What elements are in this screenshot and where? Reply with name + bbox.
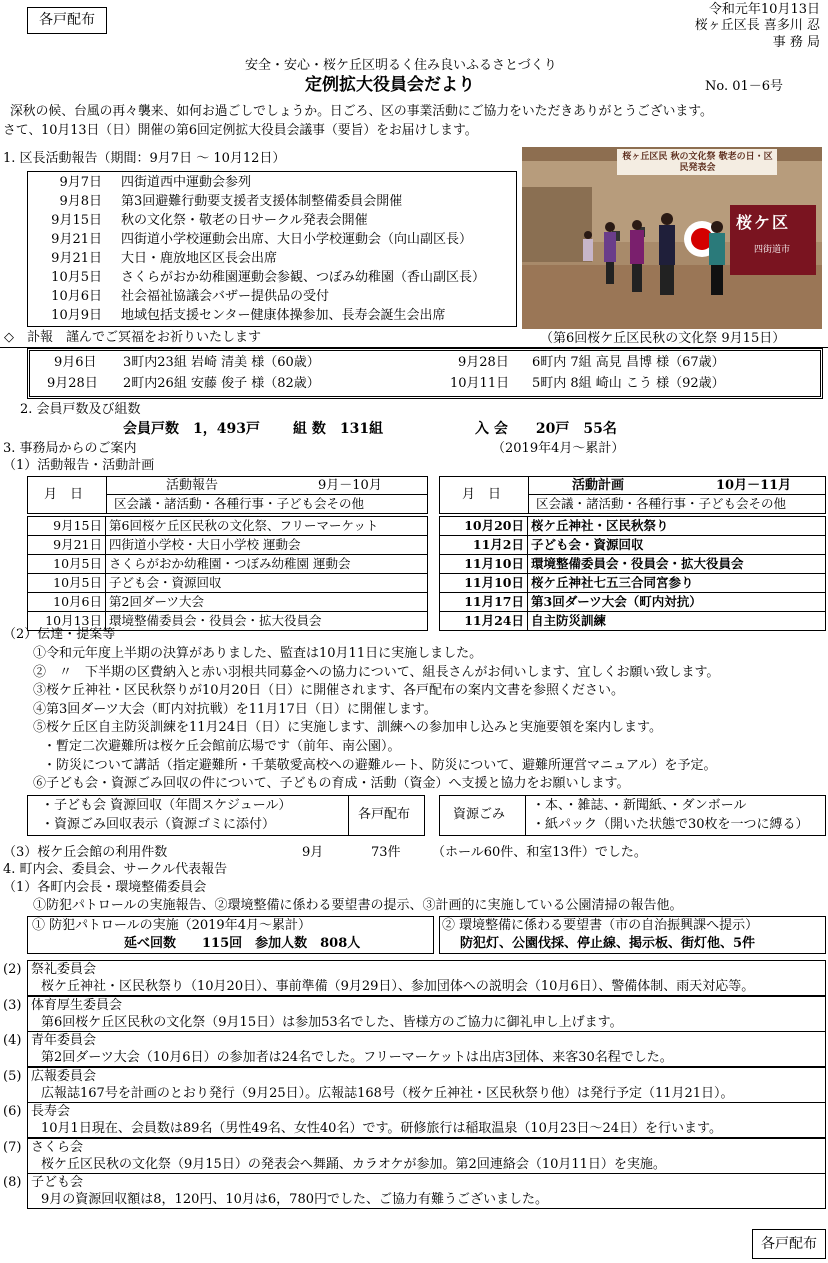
- plan-title: 活動計画: [572, 478, 625, 493]
- usage-count: 73件: [371, 845, 401, 860]
- committee-number: (7): [3, 1139, 22, 1155]
- row-text: 桜ケ丘神社・区民秋祭り: [528, 517, 826, 536]
- intro-line-2: さて、10月13日（日）開催の第6回定例拡大役員会議事（要旨）をお届けします。: [3, 123, 478, 138]
- activity-list-item: [28, 175, 516, 194]
- section3-period: （2019年4月～累計）: [492, 441, 625, 456]
- plan-date-header: 月 日: [462, 487, 502, 502]
- recyclables-item-1: ・本、・雑誌、・新聞紙、・ダンボール: [532, 798, 747, 813]
- row-date: 10月6日: [28, 593, 106, 612]
- committee-report: [0, 1031, 828, 1067]
- photo-caption: （第6回桜ケ丘区民秋の文化祭 9月15日）: [540, 331, 786, 346]
- notice-item: ・暫定二次避難所は桜ケ丘会館前広場です（前年、南公園）。: [43, 738, 401, 754]
- row-text: 第3回ダーツ大会（町内対抗）: [528, 593, 826, 612]
- committee-text: 9月の資源回収額は8，120円、10月は6，780円でした、ご協力有難うございました。: [41, 1192, 548, 1207]
- section4-sub1-text: ①防犯パトロールの実施報告、②環境整備に係わる要望書の提示、③計画的に実施している公園清掃の報告他。: [33, 898, 683, 913]
- photo-flag-title: 桜ケ区: [736, 213, 791, 232]
- activity-list-item: [28, 270, 516, 289]
- committee-name: 広報委員会: [31, 1068, 97, 1084]
- sender-office: 事 務 局: [772, 34, 820, 50]
- sender-name: 桜ヶ丘区長 喜多川 忍: [694, 18, 820, 34]
- activity-date: 9月8日: [59, 194, 102, 209]
- new-members: 入 会 20戸 55名: [475, 421, 617, 437]
- activity-date: 9月15日: [51, 213, 102, 228]
- section3-sub1: （1）活動報告・活動計画: [3, 458, 155, 473]
- obituary-entry: 2町内26組 安藤 俊子 様（82歳）: [123, 376, 320, 391]
- committee-report: [0, 1102, 828, 1138]
- request-title: ② 環境整備に係わる要望書（市の自治振興課へ提示）: [442, 918, 759, 933]
- committee-box: [27, 1102, 826, 1138]
- activity-date: 9月7日: [59, 175, 102, 190]
- row-date: 11月10日: [440, 555, 528, 574]
- committee-name: 長寿会: [31, 1104, 71, 1119]
- row-text: 自主防災訓練: [528, 612, 826, 631]
- activity-text: 社会福祉協議会バザー提供品の受付: [121, 289, 330, 304]
- activity-list-item: [28, 251, 516, 270]
- committee-box: [27, 960, 826, 996]
- row-text: 四街道小学校・大日小学校 運動会: [106, 536, 428, 555]
- table-row: [440, 555, 826, 574]
- obituary-date: 9月28日: [458, 355, 509, 370]
- committee-name: 祭礼委員会: [31, 962, 97, 977]
- committee-report: [0, 1067, 828, 1103]
- committee-box: [27, 1031, 826, 1067]
- committee-number: (8): [3, 1175, 22, 1190]
- committee-number: (2): [3, 962, 22, 977]
- activity-list-item: [28, 232, 516, 251]
- row-text: 第6回桜ケ丘区民秋の文化祭、フリーマーケット: [106, 517, 428, 536]
- committee-name: さくら会: [31, 1139, 84, 1155]
- patrol-title: ① 防犯パトロールの実施（2019年4月～累計）: [32, 918, 311, 933]
- table-row: [28, 574, 428, 593]
- committee-report: [0, 1173, 828, 1209]
- table-row: [440, 536, 826, 555]
- kids-line-1: ・子ども会 資源回収（年間スケジュール）: [41, 798, 292, 813]
- obituary-date: 10月11日: [450, 376, 510, 391]
- activity-list-box: [27, 171, 517, 327]
- section3-sub3: （3）桜ケ丘会館の利用件数: [3, 845, 168, 860]
- section2-heading: 2. 会員戸数及び組数: [20, 402, 141, 417]
- plan-subheader: 区会議・諸活動・各種行事・子ども会その他: [536, 496, 787, 511]
- committee-box: [27, 1138, 826, 1174]
- section4-sub1: （1）各町内会長・環境整備委員会: [3, 880, 207, 895]
- row-date: 11月17日: [440, 593, 528, 612]
- household-count: 会員戸数 1，493戸: [123, 421, 260, 437]
- activity-text: 大日・鹿放地区区長会出席: [121, 251, 278, 266]
- notice-item: ② 〃 下半期の区費納入と赤い羽根共同募金への協力について、組長さんがお伺いします、宜しくお願い致します。: [33, 664, 720, 680]
- row-date: 9月21日: [28, 536, 106, 555]
- activity-list-item: [28, 213, 516, 232]
- notice-item: ③桜ケ丘神社・区民秋祭りが10月20日（日）に開催されます、各戸配布の案内文書を参照ください。: [33, 683, 625, 699]
- photo-banner-text: 桜ヶ丘区民 秋の文化祭 敬老の日・区民発表会: [622, 152, 773, 174]
- recyclables-label: 資源ごみ: [453, 807, 506, 822]
- committee-box: [27, 1173, 826, 1209]
- issue-number: No. 01－6号: [705, 79, 784, 94]
- section3-heading: 3. 事務局からのご案内: [3, 441, 137, 456]
- committee-reports: [0, 960, 828, 1209]
- committee-text: 第6回桜ケ丘区民秋の文化祭（9月15日）は参加53名でした、皆様方のご協力に御礼申し上げます。: [41, 1014, 623, 1030]
- table-row: [440, 517, 826, 536]
- committee-number: (5): [3, 1068, 22, 1084]
- activity-text: 四街道西中運動会参列: [121, 175, 252, 190]
- activity-date: 10月5日: [51, 270, 102, 285]
- committee-text: 10月1日現在、会員数は89名（男性49名、女性40名）です。研修旅行は稲取温泉（10月23日～24日）を行います。: [41, 1121, 722, 1136]
- obituary-entry: 5町内 8組 崎山 こう 様（92歳）: [532, 376, 725, 391]
- row-text: さくらがおか幼稚園・つぼみ幼稚園 運動会: [106, 555, 428, 574]
- obituary-box: [27, 348, 823, 399]
- distribution-badge-top: 各戸配布: [27, 7, 107, 34]
- activity-text: 第3回避難行動要支援者支援体制整備委員会開催: [121, 194, 403, 209]
- request-items: 防犯灯、公園伐採、停止線、掲示板、街灯他、5件: [460, 936, 756, 951]
- intro-line-1: 深秋の候、台風の再々襲来、如何お過ごしでしょうか。日ごろ、区の事業活動にご協力をいただきありがとうございます。: [10, 104, 713, 119]
- usage-month: 9月: [302, 845, 324, 860]
- table-row: [440, 612, 826, 631]
- report-title: 活動報告: [166, 478, 219, 493]
- activity-date: 10月9日: [51, 308, 102, 323]
- row-text: 第2回ダーツ大会: [106, 593, 428, 612]
- committee-number: (3): [3, 997, 22, 1013]
- section1-heading: 1. 区長活動報告（期間：9月7日 ～ 10月12日）: [3, 151, 286, 166]
- plan-months: 10月－11月: [716, 478, 792, 493]
- recyclables-item-2: ・紙パック（開いた状態で30枚を一つに縛る）: [532, 817, 809, 832]
- row-date: 11月2日: [440, 536, 528, 555]
- committee-name: 子ども会: [31, 1175, 84, 1190]
- table-row: [28, 555, 428, 574]
- row-text: 環境整備委員会・役員会・拡大役員会: [528, 555, 826, 574]
- notice-item: ④第3回ダーツ大会（町内対抗戦）を11月17日（日）に開催します。: [33, 701, 437, 717]
- distribution-badge-bottom: 各戸配布: [752, 1229, 826, 1259]
- row-text: 子ども会・資源回収: [106, 574, 428, 593]
- row-text: 桜ケ丘神社七五三合同宮参り: [528, 574, 826, 593]
- kids-distribution: 各戸配布: [358, 807, 411, 822]
- notice-item: ・防災について講話（指定避難所・千葉敬愛高校への避難ルート、防災について、避難所運営マニュアル）を予定。: [43, 757, 717, 773]
- recyclables-box: [439, 795, 826, 836]
- usage-detail: （ホール60件、和室13件）でした。: [432, 845, 647, 860]
- activity-text: 四街道小学校運動会出席、大日小学校運動会（向山副区長）: [121, 232, 473, 247]
- row-text: 環境整備委員会・役員会・拡大役員会: [106, 612, 428, 631]
- slogan: 安全・安心・桜ケ丘区明るく住み良いふるさとづくり: [245, 58, 557, 73]
- obituary-heading: ◇ 訃報 謹んでご冥福をお祈りいたします: [4, 330, 261, 345]
- report-subheader: 区会議・諸活動・各種行事・子ども会その他: [114, 496, 365, 511]
- notice-item: ①令和元年度上半期の決算がありました、監査は10月11日に実施しました。: [33, 646, 483, 661]
- obituary-entry: 6町内 7組 高見 昌博 様（67歳）: [532, 355, 725, 370]
- committee-box: [27, 996, 826, 1032]
- committee-number: (4): [3, 1033, 22, 1048]
- row-date: 9月15日: [28, 517, 106, 536]
- row-date: 10月5日: [28, 574, 106, 593]
- section3-sub2: （2）伝達・提案等: [3, 627, 116, 642]
- committee-name: 青年委員会: [31, 1033, 97, 1048]
- committee-number: (6): [3, 1104, 22, 1119]
- committee-text: 桜ケ丘区民秋の文化祭（9月15日）の発表会へ舞踊、カラオケが参加。第2回連絡会（10月11日）を実施。: [41, 1156, 666, 1172]
- committee-text: 広報誌167号を計画のとおり発行（9月25日）。広報誌168号（桜ケ丘神社・区民秋祭り他）は発行予定（11月21日）。: [41, 1085, 734, 1101]
- patrol-stats: 延べ回数 115回 参加人数 808人: [124, 936, 361, 951]
- row-date: 10月5日: [28, 555, 106, 574]
- row-date: 11月10日: [440, 574, 528, 593]
- report-months: 9月－10月: [318, 478, 382, 493]
- notice-item: ⑤桜ケ丘区自主防災訓練を11月24日（日）に実施します、訓練への参加申し込みと実施要領を案内します。: [33, 720, 663, 736]
- table-row: [28, 593, 428, 612]
- event-photo: [522, 147, 822, 329]
- kids-recycling-box: [27, 795, 425, 836]
- table-row: [440, 574, 826, 593]
- activity-list-item: [28, 308, 516, 327]
- activity-list-item: [28, 194, 516, 213]
- issue-date: 令和元年10月13日: [708, 2, 820, 17]
- request-box: [439, 916, 826, 954]
- notice-item: ⑥子ども会・資源ごみ回収の件について、子どもの育成・活動（資金）へ支援と協力をお願いします。: [33, 776, 630, 792]
- row-date: 10月20日: [440, 517, 528, 536]
- committee-text: 第2回ダーツ大会（10月6日）の参加者は24名でした。フリーマーケットは出店3団体、来客30名程でした。: [41, 1050, 673, 1065]
- activity-date: 9月21日: [51, 232, 102, 247]
- notices-list: [33, 646, 719, 795]
- activity-text: さくらがおか幼稚園運動会参観、つぼみ幼稚園（香山副区長）: [121, 270, 486, 285]
- table-row: [28, 517, 428, 536]
- activity-text: 地域包括支援センター健康体操参加、長寿会誕生会出席: [121, 308, 446, 323]
- row-date: 10月13日: [28, 612, 106, 631]
- row-date: 11月24日: [440, 612, 528, 631]
- kids-line-2: ・資源ごみ回収表示（資源ゴミに添付）: [41, 817, 276, 832]
- committee-report: [0, 1138, 828, 1174]
- obituary-entry: 3町内23組 岩崎 清美 様（60歳）: [123, 355, 320, 370]
- activity-date: 9月21日: [51, 251, 102, 266]
- photo-flag-sub: 四街道市: [754, 245, 791, 255]
- row-text: 子ども会・資源回収: [528, 536, 826, 555]
- committee-name: 体育厚生委員会: [31, 997, 123, 1013]
- committee-text: 桜ケ丘神社・区民秋祭り（10月20日）、事前準備（9月29日）、参加団体への説明会（10月6日）、警備体制、雨天対応等。: [41, 979, 755, 994]
- activity-list-item: [28, 289, 516, 308]
- page-title: 定例拡大役員会だより: [305, 75, 475, 95]
- activity-report-table: [27, 476, 428, 631]
- report-date-header: 月 日: [44, 487, 84, 502]
- committee-report: [0, 996, 828, 1032]
- patrol-box: [27, 916, 434, 954]
- table-row: [440, 593, 826, 612]
- section4-heading: 4. 町内会、委員会、サークル代表報告: [3, 862, 228, 877]
- obituary-date: 9月6日: [54, 355, 97, 370]
- group-count: 組 数 131組: [293, 421, 384, 437]
- activity-text: 秋の文化祭・敬老の日サークル発表会開催: [121, 213, 368, 228]
- activity-plan-table: [439, 476, 826, 631]
- committee-report: [0, 960, 828, 996]
- sender-block: [695, 2, 820, 51]
- activity-date: 10月6日: [51, 289, 102, 304]
- obituary-date: 9月28日: [47, 376, 98, 391]
- table-row: [28, 536, 428, 555]
- committee-box: [27, 1067, 826, 1103]
